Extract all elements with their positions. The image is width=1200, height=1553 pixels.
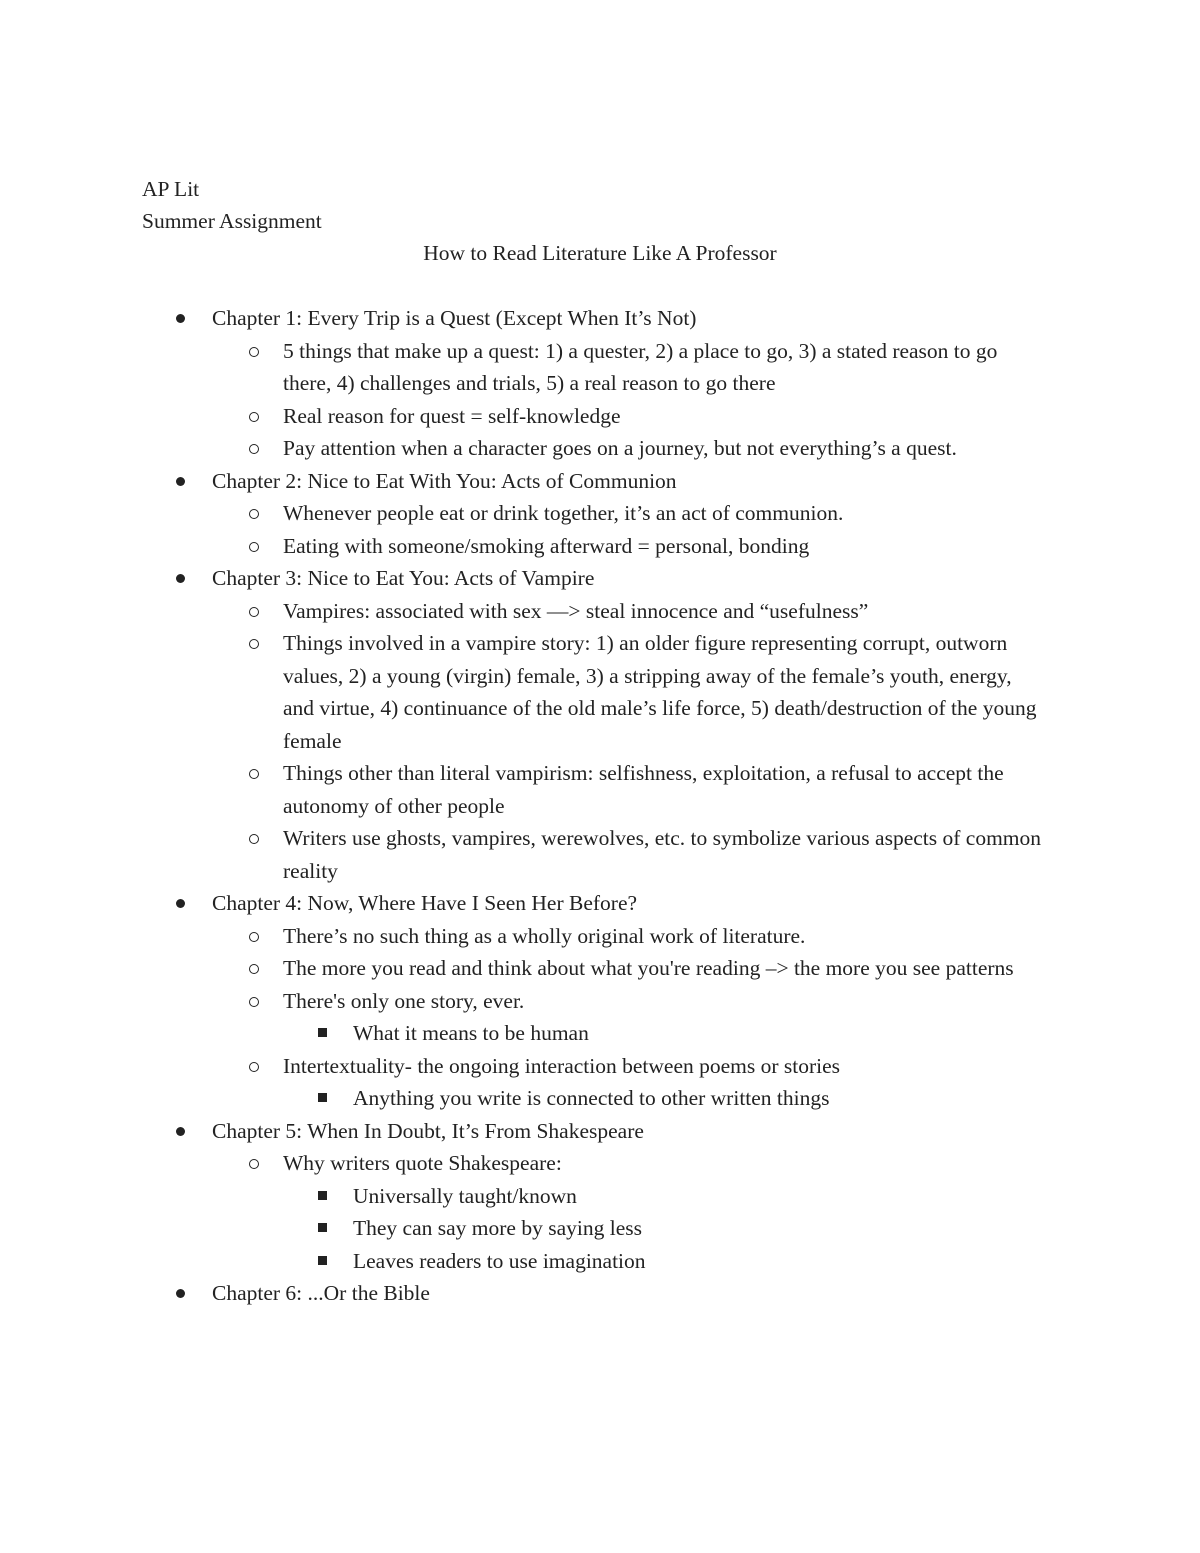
item-text: Leaves readers to use imagination xyxy=(353,1248,646,1273)
bullet-dot-icon xyxy=(176,887,185,920)
item-text: Writers use ghosts, vampires, werewolves, etc. to symbolize various aspects of common reality xyxy=(283,826,1042,883)
bullet-circle-icon xyxy=(249,822,259,855)
note-item xyxy=(0,335,1043,400)
item-text: Chapter 1: Every Trip is a Quest (Except When It’s Not) xyxy=(212,306,697,330)
note-item xyxy=(0,952,1043,985)
note-item xyxy=(0,627,1043,757)
item-text: The more you read and think about what you're reading –> the more you see patterns xyxy=(283,956,1014,980)
chapter-item xyxy=(0,302,1042,335)
note-item xyxy=(0,920,1043,953)
item-text: They can say more by saying less xyxy=(353,1216,642,1240)
item-text: Pay attention when a character goes on a journey, but not everything’s a quest. xyxy=(283,436,957,460)
item-text: Chapter 5: When In Doubt, It’s From Shakespeare xyxy=(212,1118,644,1143)
bullet-circle-icon xyxy=(249,985,259,1018)
item-text: Universally taught/known xyxy=(353,1183,577,1208)
bullet-circle-icon xyxy=(249,1050,259,1083)
item-text: What it means to be human xyxy=(353,1021,589,1045)
bullet-circle-icon xyxy=(249,497,259,530)
bullet-square-icon xyxy=(318,1245,327,1278)
sub-note-item xyxy=(0,1212,1043,1245)
bullet-circle-icon xyxy=(249,530,259,563)
bullet-circle-icon xyxy=(249,952,259,985)
note-item xyxy=(0,497,1043,530)
item-text: Chapter 6: ...Or the Bible xyxy=(212,1281,430,1305)
item-text: Why writers quote Shakespeare: xyxy=(283,1151,562,1175)
item-text: There’s no such thing as a wholly original work of literature. xyxy=(283,923,806,948)
note-item xyxy=(0,432,1043,465)
bullet-square-icon xyxy=(318,1082,327,1115)
bullet-circle-icon xyxy=(249,432,259,465)
sub-note-item xyxy=(0,1017,1043,1050)
item-text: 5 things that make up a quest: 1) a quester, 2) a place to go, 3) a stated reason to go there, 4) challenges and trials, 5) a real reason to go there xyxy=(283,338,998,395)
note-item xyxy=(0,530,1043,563)
item-text: Vampires: associated with sex —> steal innocence and “usefulness” xyxy=(283,598,869,623)
chapter-item xyxy=(0,465,1042,498)
item-text: Things other than literal vampirism: selfishness, exploitation, a refusal to accept the autonomy of other people xyxy=(283,761,1004,818)
assignment-name: Summer Assignment xyxy=(142,209,322,233)
bullet-circle-icon xyxy=(249,757,259,790)
bullet-dot-icon xyxy=(176,1277,185,1310)
sub-note-item xyxy=(0,1245,1043,1278)
bullet-dot-icon xyxy=(176,302,185,335)
item-text: Chapter 4: Now, Where Have I Seen Her Before? xyxy=(212,891,638,915)
chapter-outline xyxy=(0,302,1200,1310)
bullet-dot-icon xyxy=(176,465,185,498)
bullet-square-icon xyxy=(318,1212,327,1245)
item-text: Chapter 2: Nice to Eat With You: Acts of Communion xyxy=(212,468,677,493)
bullet-circle-icon xyxy=(249,400,259,433)
bullet-dot-icon xyxy=(176,1115,185,1148)
bullet-circle-icon xyxy=(249,595,259,628)
sub-note-item xyxy=(0,1082,1043,1115)
bullet-dot-icon xyxy=(176,562,185,595)
bullet-circle-icon xyxy=(249,627,259,660)
item-text: Anything you write is connected to other written things xyxy=(353,1086,830,1110)
note-item xyxy=(0,757,1043,822)
item-text: Eating with someone/smoking afterward = personal, bonding xyxy=(283,533,810,558)
item-text: There's only one story, ever. xyxy=(283,988,525,1013)
sub-note-item xyxy=(0,1180,1043,1213)
chapter-item xyxy=(0,887,1042,920)
document-title: How to Read Literature Like A Professor xyxy=(423,241,777,265)
bullet-circle-icon xyxy=(249,335,259,368)
course-name: AP Lit xyxy=(142,177,200,201)
bullet-circle-icon xyxy=(249,920,259,953)
bullet-square-icon xyxy=(318,1017,327,1050)
chapter-item xyxy=(0,1277,1042,1310)
bullet-square-icon xyxy=(318,1180,327,1213)
item-text: Whenever people eat or drink together, it’s an act of communion. xyxy=(283,501,844,525)
note-item xyxy=(0,400,1043,433)
bullet-circle-icon xyxy=(249,1147,259,1180)
item-text: Real reason for quest = self-knowledge xyxy=(283,403,621,428)
note-item xyxy=(0,1147,1043,1180)
note-item xyxy=(0,595,1043,628)
note-item xyxy=(0,1050,1043,1083)
item-text: Things involved in a vampire story: 1) an older figure representing corrupt, outworn values, 2) a young (virgin) female, 3) a stripping away of the female’s youth, energy, and virtue, 4) continuance of the old male’s life force, 5) death/destruction of the young female xyxy=(283,631,1037,753)
chapter-item xyxy=(0,1115,1042,1148)
note-item xyxy=(0,985,1043,1018)
item-text: Chapter 3: Nice to Eat You: Acts of Vampire xyxy=(212,566,595,590)
item-text: Intertextuality- the ongoing interaction between poems or stories xyxy=(283,1053,841,1078)
chapter-item xyxy=(0,562,1042,595)
note-item xyxy=(0,822,1043,887)
